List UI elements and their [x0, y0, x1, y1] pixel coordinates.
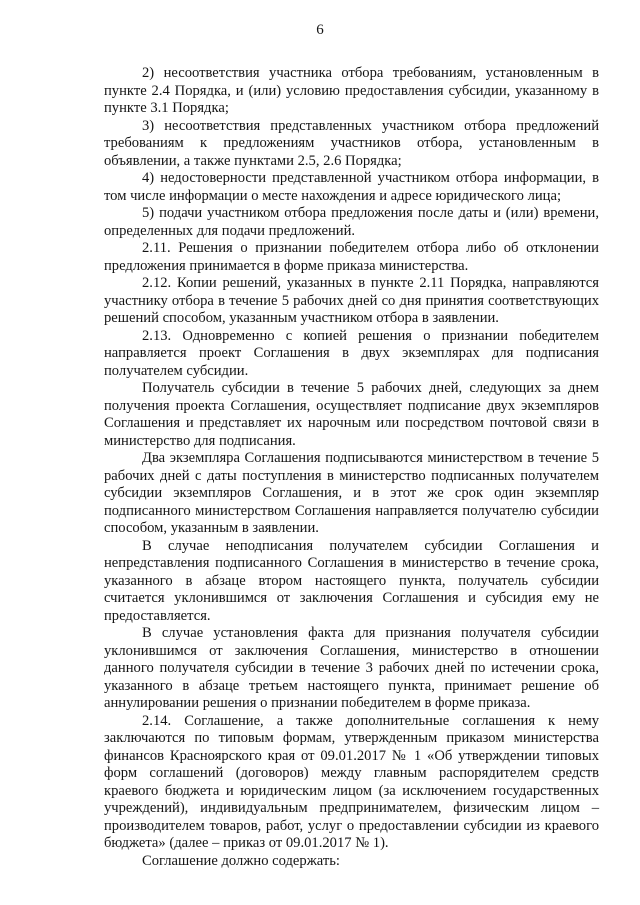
paragraph-signing-ministry: Два экземпляра Соглашения подписываются министерством в течение 5 рабочих дней с даты поступления в министерство подписанных получателем субсидии экземпляров Соглашения, и в этот же срок один экземпляр подписанного министерством Соглашения направляется получателю субсидии способом, указанным в заявлении. [104, 450, 599, 536]
document-body [104, 65, 599, 870]
paragraph-evasion: В случае установления факта для признания получателя субсидии уклонившимся от заключения Соглашения, министерство в отношении данного получателя субсидии в течение 3 рабочих дней по истечении срока, указанного в абзаце третьем настоящего пункта, принимает решение об аннулировании решения о признании победителем в форме приказа. [104, 625, 599, 711]
paragraph-2-12: 2.12. Копии решений, указанных в пункте 2.11 Порядка, направляются участнику отбора в течение 5 рабочих дней со дня принятия соответствующих решений способом, указанным участником отбора в заявлении. [104, 275, 599, 326]
paragraph-2-14: 2.14. Соглашение, а также дополнительные соглашения к нему заключаются по типовым формам, утвержденным приказом министерства финансов Красноярского края от 09.01.2017 № 1 «Об утверждении типовых форм соглашений (договоров) между главным распорядителем средств краевого бюджета и юридическим лицом (за исключением государственных учреждений), индивидуальным предпринимателем, физическим лицом – производителем товаров, работ, услуг о предоставлении субсидии из краевого бюджета» (далее – приказ от 09.01.2017 № 1). [104, 712, 599, 851]
paragraph-non-signing: В случае неподписания получателем субсидии Соглашения и непредставления подписанного Соглашения в министерство в течение срока, указанного в абзаце втором настоящего пункта, получатель субсидии считается уклонившимся от заключения Соглашения и субсидия ему не предоставляется. [104, 537, 599, 624]
paragraph-item-3: 3) несоответствия представленных участником отбора предложений требованиям к предложениям участников отбора, установленным в объявлении, а также пунктами 2.5, 2.6 Порядка; [104, 117, 599, 169]
paragraph-agreement-contents: Соглашение должно содержать: [142, 852, 340, 869]
paragraph-2-13: 2.13. Одновременно с копией решения о признании победителем направляется проект Соглашения в двух экземплярах для подписания получателем субсидии. [104, 327, 599, 379]
page-number: 6 [316, 22, 324, 38]
paragraph-2-11: 2.11. Решения о признании победителем отбора либо об отклонении предложения принимается в форме приказа министерства. [104, 240, 599, 274]
paragraph-item-5: 5) подачи участником отбора предложения после даты и (или) времени, определенных для подачи предложений. [104, 205, 599, 239]
paragraph-item-2: 2) несоответствия участника отбора требованиям, установленным в пункте 2.4 Порядка, и (или) условию предоставления субсидии, указанному в пункте 3.1 Порядка; [104, 65, 599, 116]
paragraph-item-4: 4) недостоверности представленной участником отбора информации, в том числе информации о месте нахождения и адресе юридического лица; [104, 170, 599, 204]
paragraph-signing-recipient: Получатель субсидии в течение 5 рабочих дней, следующих за днем получения проекта Соглашения, осуществляет подписание двух экземпляров Соглашения и представляет их нарочным или посредством почтовой связи в министерство для подписания. [104, 380, 599, 449]
